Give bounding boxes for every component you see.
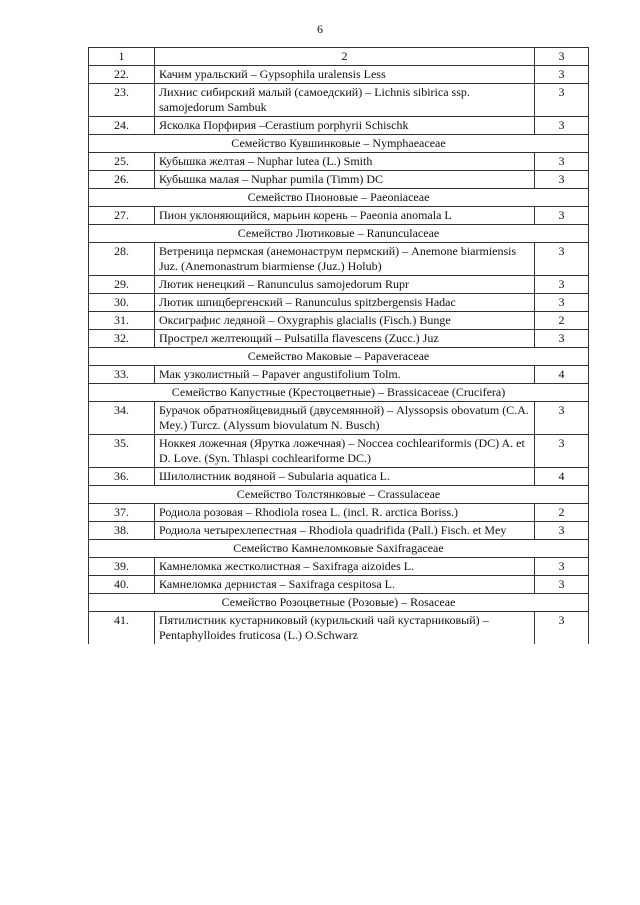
table-row [89,171,589,189]
species-table [88,47,589,644]
row-number: 28. [89,243,155,276]
row-number: 25. [89,153,155,171]
family-heading: Семейство Толстянковые – Crassulaceae [89,486,589,504]
protection-category: 3 [535,576,589,594]
protection-category: 3 [535,84,589,117]
protection-category: 4 [535,468,589,486]
table-row [89,366,589,384]
protection-category: 3 [535,243,589,276]
family-heading: Семейство Капустные (Крестоцветные) – Brassicaceae (Crucifera) [89,384,589,402]
species-name: Оксиграфис ледяной – Oxygraphis glacialis (Fisch.) Bunge [155,312,535,330]
protection-category: 3 [535,522,589,540]
species-name: Лихнис сибирский малый (самоедский) – Lichnis sibirica ssp. samojedorum Sambuk [155,84,535,117]
table-row [89,612,589,645]
row-number: 32. [89,330,155,348]
species-table-container [88,47,588,644]
table-row [89,468,589,486]
row-number: 33. [89,366,155,384]
family-heading-row [89,225,589,243]
species-name: Кубышка желтая – Nuphar lutea (L.) Smith [155,153,535,171]
species-name: Качим уральский – Gypsophila uralensis Less [155,66,535,84]
table-row [89,276,589,294]
table-row [89,294,589,312]
species-name: Камнеломка жестколистная – Saxifraga aizoides L. [155,558,535,576]
protection-category: 3 [535,612,589,645]
table-row [89,558,589,576]
row-number: 31. [89,312,155,330]
table-row [89,330,589,348]
table-row [89,243,589,276]
species-name: Камнеломка дернистая – Saxifraga cespitosa L. [155,576,535,594]
family-heading: Семейство Кувшинковые – Nymphaeaceae [89,135,589,153]
protection-category: 3 [535,153,589,171]
family-heading: Семейство Лютиковые – Ranunculaceae [89,225,589,243]
species-name: Пятилистник кустарниковый (курильский чай кустарниковый) – Pentaphylloides fruticosa (L.) O.Schwarz [155,612,535,645]
row-number: 24. [89,117,155,135]
species-name: Мак узколистный – Papaver angustifolium Tolm. [155,366,535,384]
protection-category: 3 [535,207,589,225]
protection-category: 4 [535,366,589,384]
column-header-number: 1 [89,48,155,66]
species-name: Лютик ненецкий – Ranunculus samojedorum Rupr [155,276,535,294]
table-row [89,312,589,330]
protection-category: 3 [535,402,589,435]
column-header-name: 2 [155,48,535,66]
protection-category: 2 [535,504,589,522]
protection-category: 3 [535,330,589,348]
row-number: 40. [89,576,155,594]
row-number: 27. [89,207,155,225]
species-name: Пион уклоняющийся, марьин корень – Paeonia anomala L [155,207,535,225]
family-heading-row [89,135,589,153]
table-row [89,402,589,435]
family-heading-row [89,540,589,558]
table-body [89,66,589,645]
family-heading: Семейство Розоцветные (Розовые) – Rosaceae [89,594,589,612]
row-number: 26. [89,171,155,189]
protection-category: 3 [535,117,589,135]
protection-category: 3 [535,171,589,189]
row-number: 35. [89,435,155,468]
table-row [89,504,589,522]
row-number: 38. [89,522,155,540]
column-header-category: 3 [535,48,589,66]
species-name: Ветреница пермская (анемонаструм пермский) – Anemone biarmiensis Juz. (Anemonastrum biarmiense (Juz.) Holub) [155,243,535,276]
family-heading-row [89,348,589,366]
row-number: 39. [89,558,155,576]
family-heading: Семейство Маковые – Papaveraceae [89,348,589,366]
row-number: 37. [89,504,155,522]
protection-category: 3 [535,294,589,312]
table-row [89,84,589,117]
row-number: 41. [89,612,155,645]
species-name: Родиола розовая – Rhodiola rosea L. (incl. R. arctica Boriss.) [155,504,535,522]
family-heading-row [89,594,589,612]
protection-category: 3 [535,558,589,576]
row-number: 29. [89,276,155,294]
family-heading-row [89,189,589,207]
species-name: Родиола четырехлепестная – Rhodiola quadrifida (Pall.) Fisch. et Mey [155,522,535,540]
table-row [89,207,589,225]
species-name: Ноккея ложечная (Ярутка ложечная) – Noccea cochleariformis (DC) A. et D. Love. (Syn. Thlaspi cochleariforme DC.) [155,435,535,468]
family-heading: Семейство Камнеломковые Saxifragaceae [89,540,589,558]
table-row [89,117,589,135]
page-number: 6 [317,22,323,36]
table-header-row [89,48,589,66]
row-number: 36. [89,468,155,486]
row-number: 34. [89,402,155,435]
family-heading-row [89,384,589,402]
family-heading: Семейство Пионовые – Paeoniaceae [89,189,589,207]
species-name: Ясколка Порфирия –Cerastium porphyrii Schischk [155,117,535,135]
species-name: Бурачок обратнояйцевидный (двусемянной) – Alyssopsis obovatum (C.A. Mey.) Turcz. (Alyssum biovulatum N. Busch) [155,402,535,435]
family-heading-row [89,486,589,504]
table-row [89,435,589,468]
protection-category: 3 [535,66,589,84]
row-number: 30. [89,294,155,312]
table-row [89,66,589,84]
table-row [89,153,589,171]
protection-category: 2 [535,312,589,330]
row-number: 23. [89,84,155,117]
table-row [89,576,589,594]
species-name: Прострел желтеющий – Pulsatilla flavescens (Zucc.) Juz [155,330,535,348]
table-row [89,522,589,540]
species-name: Лютик шпицбергенский – Ranunculus spitzbergensis Hadac [155,294,535,312]
row-number: 22. [89,66,155,84]
protection-category: 3 [535,276,589,294]
protection-category: 3 [535,435,589,468]
species-name: Кубышка малая – Nuphar pumila (Timm) DC [155,171,535,189]
species-name: Шилолистник водяной – Subularia aquatica L. [155,468,535,486]
